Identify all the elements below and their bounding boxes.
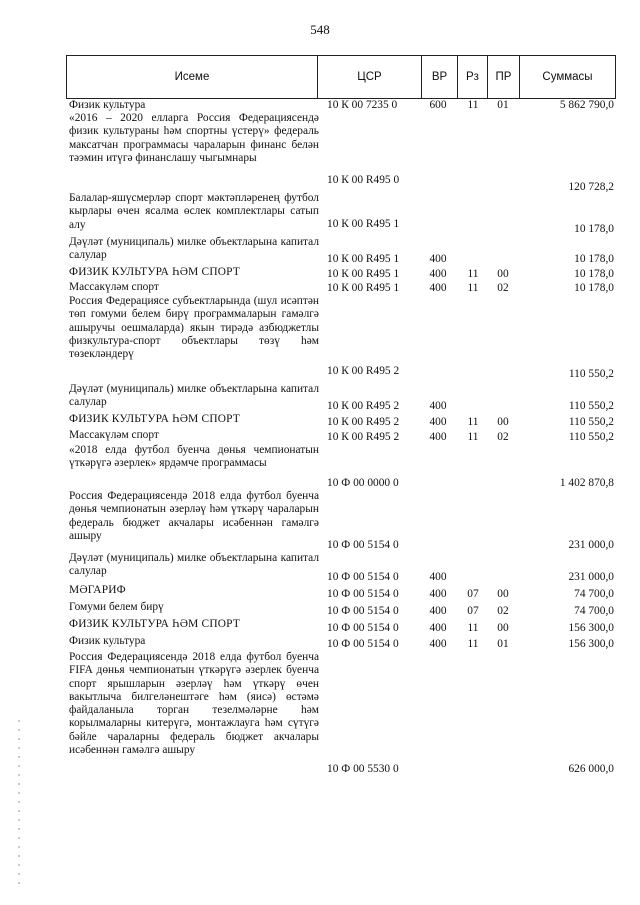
row-csr: 10 Ф 00 5154 0	[327, 538, 399, 551]
row-pr: 01	[497, 637, 509, 650]
header-rz: Рз	[458, 56, 488, 98]
row-sum: 110 550,2	[568, 367, 614, 380]
row-sum: 156 300,0	[568, 621, 614, 634]
row-rz: 11	[467, 281, 479, 294]
row-vr: 400	[429, 399, 447, 412]
table-row	[0, 266, 640, 281]
row-pr: 02	[497, 281, 509, 294]
table-row	[0, 635, 640, 651]
row-name: Балалар-яшүсмерләр спорт мәктәпләренең футбол кырлары өчен ясалма өслек комплектлары сатып алу	[69, 192, 319, 231]
row-name: Гомуми белем бирү	[69, 601, 164, 613]
row-name: Массакүләм спорт	[69, 281, 159, 293]
table-row	[0, 99, 640, 112]
row-vr: 400	[429, 252, 447, 265]
row-name: «2018 елда футбол буенча дөнья чемпионатын үткәрүгә әзерлек» ярдәмче программасы	[69, 444, 319, 470]
table-row	[0, 383, 640, 413]
row-csr: 10 К 00 R495 0	[327, 173, 400, 186]
row-csr: 10 Ф 00 5530 0	[327, 762, 399, 775]
row-rz: 07	[467, 604, 479, 617]
header-name: Исеме	[67, 56, 318, 98]
header-vr: ВР	[422, 56, 458, 98]
row-csr: 10 Ф 00 5154 0	[327, 570, 399, 583]
table-row	[0, 281, 640, 295]
row-name: Дәүләт (муниципаль) милке объектларына капитал салулар	[69, 552, 319, 578]
row-vr: 400	[429, 281, 447, 294]
row-sum: 10 178,0	[574, 222, 614, 235]
table-row	[0, 112, 640, 192]
row-name: Дәүләт (муниципаль) милке объектларына капитал салулар	[69, 236, 319, 262]
row-name: Массакүләм спорт	[69, 429, 159, 441]
row-name: ФИЗИК КУЛЬТУРА ҺӘМ СПОРТ	[69, 266, 241, 278]
header-sum: Суммасы	[542, 71, 593, 83]
row-rz: 11	[467, 267, 479, 280]
row-sum: 1 402 870,8	[559, 476, 614, 489]
row-sum: 110 550,2	[568, 399, 614, 412]
table-row	[0, 651, 640, 776]
table-row	[0, 552, 640, 584]
row-vr: 400	[429, 570, 447, 583]
row-sum: 10 178,0	[574, 252, 614, 265]
row-vr: 400	[429, 621, 447, 634]
row-csr: 10 К 00 R495 1	[327, 281, 400, 294]
row-vr: 400	[429, 415, 447, 428]
row-name: ФИЗИК КУЛЬТУРА ҺӘМ СПОРТ	[69, 413, 241, 425]
row-vr: 400	[429, 430, 447, 443]
row-pr: 00	[497, 415, 509, 428]
row-csr: 10 К 00 R495 1	[327, 217, 400, 230]
row-sum: 110 550,2	[568, 430, 614, 443]
row-csr: 10 К 00 R495 1	[327, 267, 400, 280]
row-name: ФИЗИК КУЛЬТУРА ҺӘМ СПОРТ	[69, 618, 241, 630]
row-csr: 10 К 00 R495 2	[327, 364, 400, 377]
table-body	[0, 99, 640, 776]
row-name: Физик культура	[69, 99, 146, 111]
row-name: Россия Федерациясендә 2018 елда футбол буенча FIFA дөнья чемпионатын үткәрүгә әзерлек буенча спорт ярышларын әзерләү һәм үткәрү өчен вакытлыча билгеләнештәге һәм (яисә) өстәмә файдаланыла торган тезелмәләрне һәм корылмаларны китерүгә, монтажлауга һәм сүтүгә бәйле чараларны федераль бюджет акчалары исәбеннән гамәлгә ашыру	[69, 651, 319, 757]
row-name: МӘГАРИФ	[69, 584, 126, 596]
table-row	[0, 413, 640, 429]
row-vr: 400	[429, 604, 447, 617]
row-sum: 74 700,0	[574, 587, 614, 600]
row-sum: 626 000,0	[568, 762, 614, 775]
row-name: «2016 – 2020 елларга Россия Федерациясендә физик культураны һәм спортны үстерү» федераль максатчан программасы чараларын финанс белән тәэмин итүгә финанслашу чыгымнары	[69, 112, 319, 164]
row-sum: 120 728,2	[568, 180, 614, 193]
row-rz: 11	[467, 621, 479, 634]
row-name: Россия Федерациясендә 2018 елда футбол буенча дөнья чемпионатын әзерләү һәм үткәрү чараларын федераль бюджет акчалары исәбеннән гамәлгә ашыру	[69, 490, 319, 542]
row-csr: 10 Ф 00 5154 0	[327, 621, 399, 634]
row-csr: 10 К 00 R495 1	[327, 252, 400, 265]
table-row	[0, 444, 640, 490]
header-pr: ПР	[488, 56, 520, 98]
row-csr: 10 Ф 00 5154 0	[327, 604, 399, 617]
row-name: Россия Федерациясе субъектларында (шул исәптән төп гомуми белем бирү программаларын гамәлгә ашыручы оешмаларда) якын тирәдә азбюджетлы физкультура-спорт объектлары төзү һәм төзекләндерү	[69, 295, 319, 361]
row-vr: 400	[429, 267, 447, 280]
page-number: 548	[310, 22, 330, 37]
row-rz: 11	[467, 415, 479, 428]
row-vr: 400	[429, 637, 447, 650]
row-csr: 10 К 00 R495 2	[327, 415, 400, 428]
row-rz: 11	[467, 637, 479, 650]
table-row	[0, 429, 640, 444]
row-vr: 400	[429, 587, 447, 600]
table-row	[0, 618, 640, 635]
row-sum: 156 300,0	[568, 637, 614, 650]
row-pr: 00	[497, 587, 509, 600]
row-csr: 10 К 00 R495 2	[327, 399, 400, 412]
row-csr: 10 К 00 7235 0	[327, 98, 398, 111]
table-row	[0, 236, 640, 266]
table-header	[66, 55, 616, 99]
row-csr: 10 Ф 00 5154 0	[327, 587, 399, 600]
row-rz: 11	[467, 98, 479, 111]
row-pr: 00	[497, 621, 509, 634]
table-row	[0, 490, 640, 552]
scan-margin-marks	[18, 720, 20, 890]
row-pr: 02	[497, 430, 509, 443]
row-sum: 10 178,0	[574, 267, 614, 280]
row-pr: 01	[497, 98, 509, 111]
row-sum: 5 862 790,0	[559, 98, 614, 111]
header-csr: ЦСР	[318, 56, 422, 98]
row-name: Физик культура	[69, 635, 146, 647]
table-row	[0, 584, 640, 601]
row-csr: 10 Ф 00 5154 0	[327, 637, 399, 650]
row-csr: 10 Ф 00 0000 0	[327, 476, 399, 489]
table-row	[0, 295, 640, 383]
row-sum: 10 178,0	[574, 281, 614, 294]
row-pr: 02	[497, 604, 509, 617]
row-sum: 231 000,0	[568, 570, 614, 583]
row-sum: 74 700,0	[574, 604, 614, 617]
row-vr: 600	[429, 98, 447, 111]
table-row	[0, 192, 640, 236]
row-pr: 00	[497, 267, 509, 280]
row-rz: 11	[467, 430, 479, 443]
row-csr: 10 К 00 R495 2	[327, 430, 400, 443]
row-rz: 07	[467, 587, 479, 600]
row-name: Дәүләт (муниципаль) милке объектларына капитал салулар	[69, 383, 319, 409]
row-sum: 110 550,2	[568, 415, 614, 428]
table-row	[0, 601, 640, 618]
row-sum: 231 000,0	[568, 538, 614, 551]
